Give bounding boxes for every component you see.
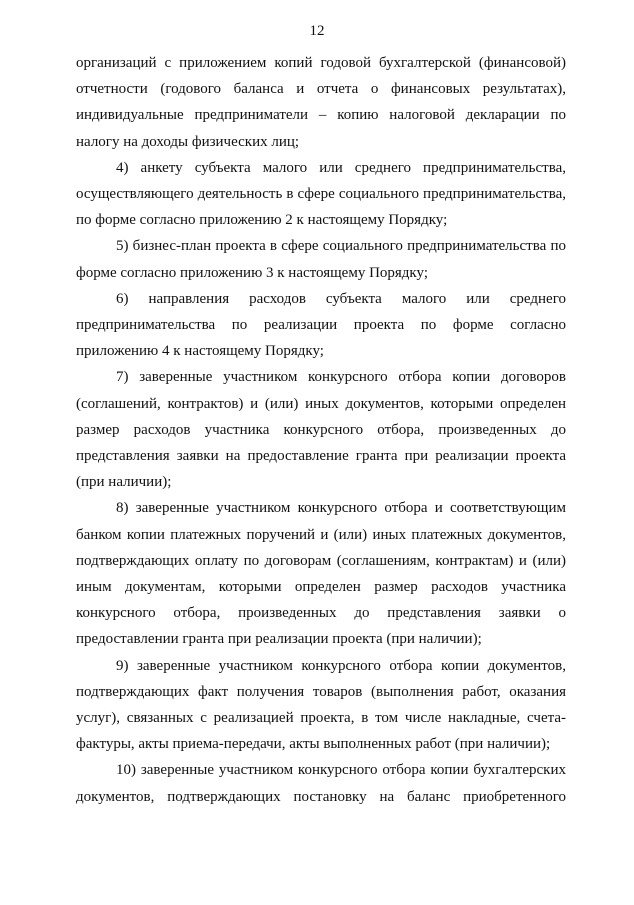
list-item-9: 9) заверенные участником конкурсного отбора копии документов, подтверждающих факт получения товаров (выполнения работ, оказания услуг), связанных с реализацией проекта, в том числе накладные, счета-фактуры, акты приема-передачи, акты выполненных работ (при наличии); — [76, 657, 566, 753]
list-item-10: 10) заверенные участником конкурсного отбора копии бухгалтерских документов, подтверждающих постановку на баланс приобретенного — [76, 762, 566, 805]
document-body — [76, 50, 566, 810]
paragraph-continuation: организаций с приложением копий годовой бухгалтерской (финансовой) отчетности (годового баланса и отчета о финансовых результатах), индивидуальные предприниматели – копию налоговой декларации по налогу на доходы физических лиц; — [76, 55, 566, 150]
list-item-6: 6) направления расходов субъекта малого или среднего предпринимательства по реализации проекта по форме согласно приложению 4 к настоящему Порядку; — [76, 290, 566, 360]
list-item-5: 5) бизнес-план проекта в сфере социального предпринимательства по форме согласно приложению 3 к настоящему Порядку; — [76, 238, 566, 281]
page-number: 12 — [309, 23, 325, 39]
list-item-8: 8) заверенные участником конкурсного отбора и соответствующим банком копии платежных поручений и (или) иных платежных документов, подтверждающих оплату по договорам (соглашениям, контрактам) и (или) иным документам, которыми определен размер расходов участника конкурсного отбора, произведенных до представления заявки о предоставлении гранта при реализации проекта (при наличии); — [76, 500, 566, 648]
list-item-4: 4) анкету субъекта малого или среднего предпринимательства, осуществляющего деятельность в сфере социального предпринимательства, по форме согласно приложению 2 к настоящему Порядку; — [76, 159, 566, 229]
list-item-7: 7) заверенные участником конкурсного отбора копии договоров (соглашений, контрактов) и (или) иных документов, которыми определен размер расходов участника конкурсного отбора, произведенных до представления заявки на предоставление гранта при реализации проекта (при наличии); — [76, 369, 566, 491]
